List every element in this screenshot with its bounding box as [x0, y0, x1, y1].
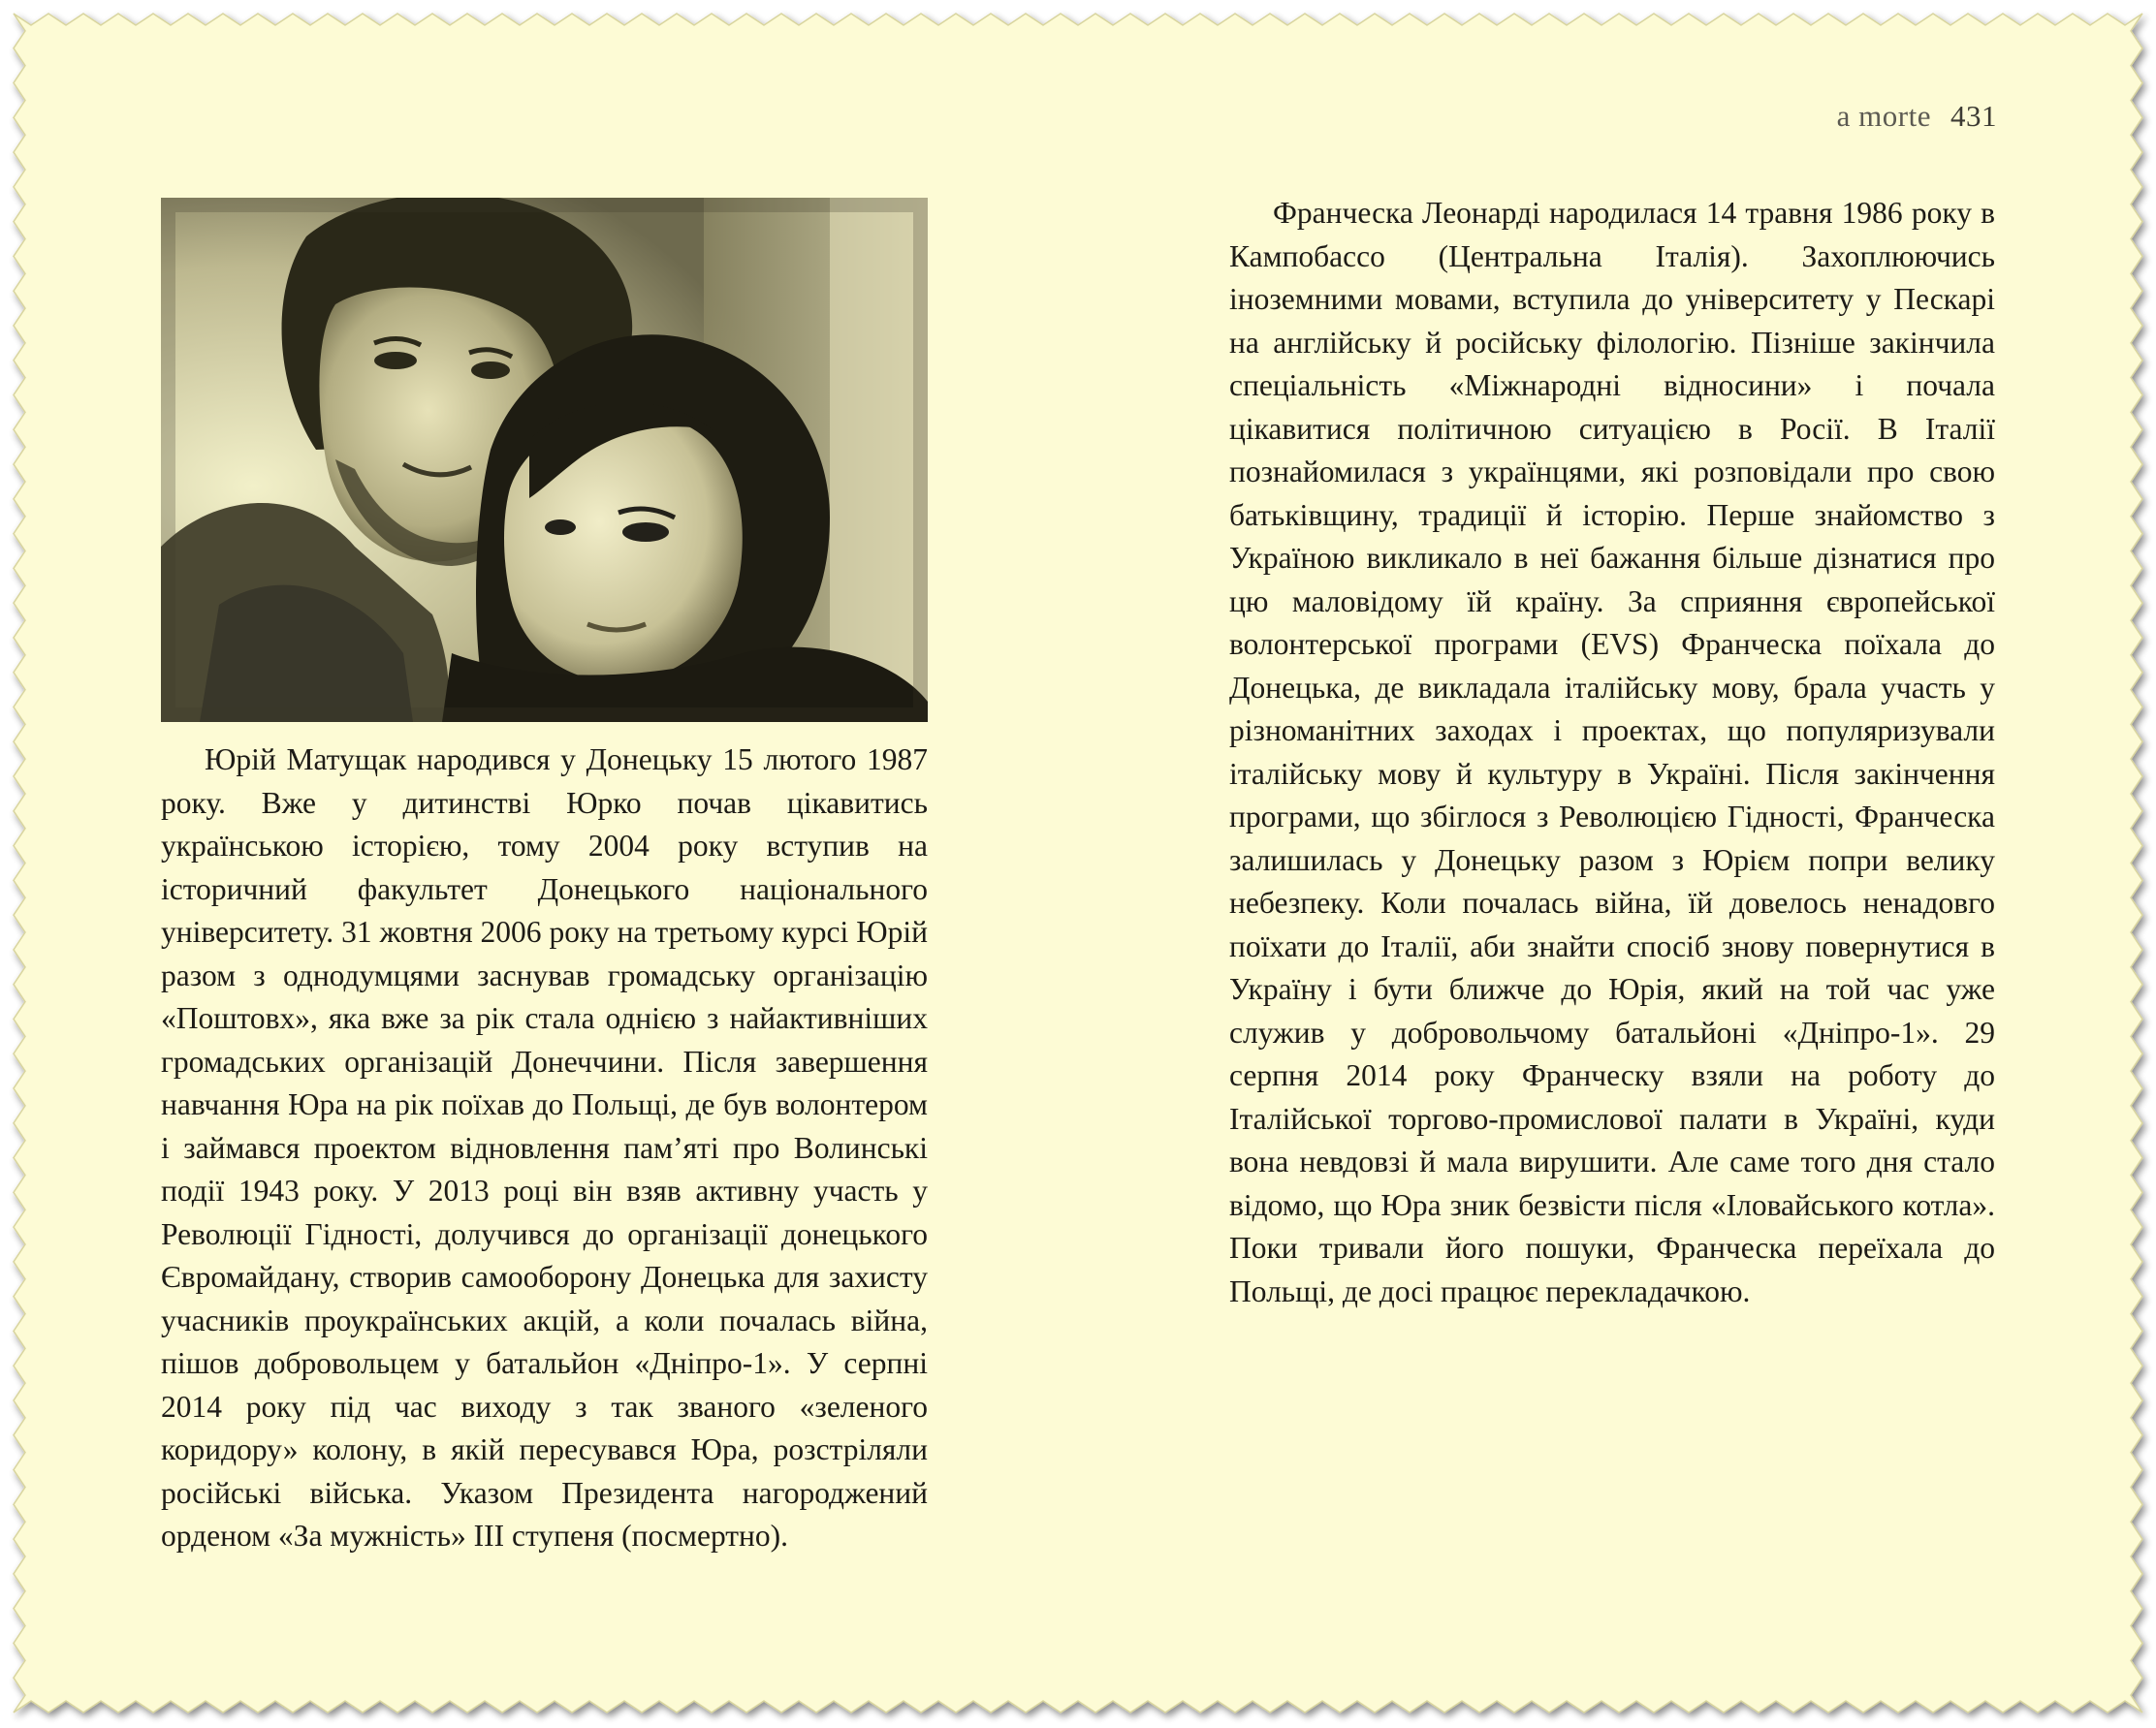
biography-yurii-text: Юрій Матущак народився у Донецьку 15 лютого 1987 року. Вже у дитинстві Юрко почав цікавитись українською історією, тому 2004 року вступив на історичний факультет Донецького національного університету. 31 жовтня 2006 року на третьому курсі Юрій разом з однодумцями заснував громадську організацію «Поштовх», яка вже за рік стала однією з найактивніших громадських організацій Донеччини. Після завершення навчання Юра на рік поїхав до Польщі, де був волонтером і займався проектом відновлення пам’яті про Волинські події 1943 року. У 2013 році він взяв активну участь у Революції Гідності, долучився до організації донецького Євромайдану, створив самооборону Донецька для захисту учасників проукраїнських акцій, а коли почалась війна, пішов добровольцем у батальйон «Дніпро-1». У серпні 2014 року під час виходу з так званого «зеленого коридору» колону, в якій пересувався Юра, розстріляли російські війська. Указом Президента нагороджений орденом «За мужність» ІІІ ступеня (посмертно). — [161, 742, 928, 1553]
biography-francesca-text: Франческа Леонарді народилася 14 травня 1986 року в Кампобассо (Центральна Італія). Захоплюючись іноземними мовами, вступила до університету у Пескарі на англійську й російську філологію. Пізніше закінчила спеціальність «Міжнародні відносини» і почала цікавитися політичною ситуацією в Росії. В Італії познайомилася з українцями, які розповідали про свою батьківщину, традиції й історію. Перше знайомство з Україною викликало в неї бажання більше дізнатися про цю маловідому їй країну. За сприяння європейської волонтерської програми (EVS) Франческа поїхала до Донецька, де викладала італійську мову, брала участь у різноманітних заходах і проектах, що популяризували італійську мову й культуру в Україні. Після закінчення програми, що збіглося з Революцією Гідності, Франческа залишилась у Донецьку разом з Юрієм попри велику небезпеку. Коли почалась війна, їй довелось ненадовго поїхати до Італії, аби знайти спосіб знову повернутися в Україну і бути ближче до Юрія, який на той час уже служив у добровольчому батальйоні «Дніпро-1». 29 серпня 2014 року Франческу взяли на роботу до Італійської торгово-промислової палати в Україні, куди вона невдовзі й мала вирушити. Але саме того дня стало відомо, що Юра зник безвісти після «Іловайського котла». Поки тривали його пошуки, Франческа переїхала до Польщі, де досі працює перекладачкою. — [1229, 196, 1995, 1308]
running-head-section: a morte — [1836, 99, 1931, 133]
biography-francesca — [1229, 192, 1995, 1313]
biography-yurii — [161, 738, 928, 1558]
page-number: 431 — [1950, 99, 1997, 133]
portrait-photo — [161, 198, 928, 722]
running-head — [1837, 99, 1997, 134]
